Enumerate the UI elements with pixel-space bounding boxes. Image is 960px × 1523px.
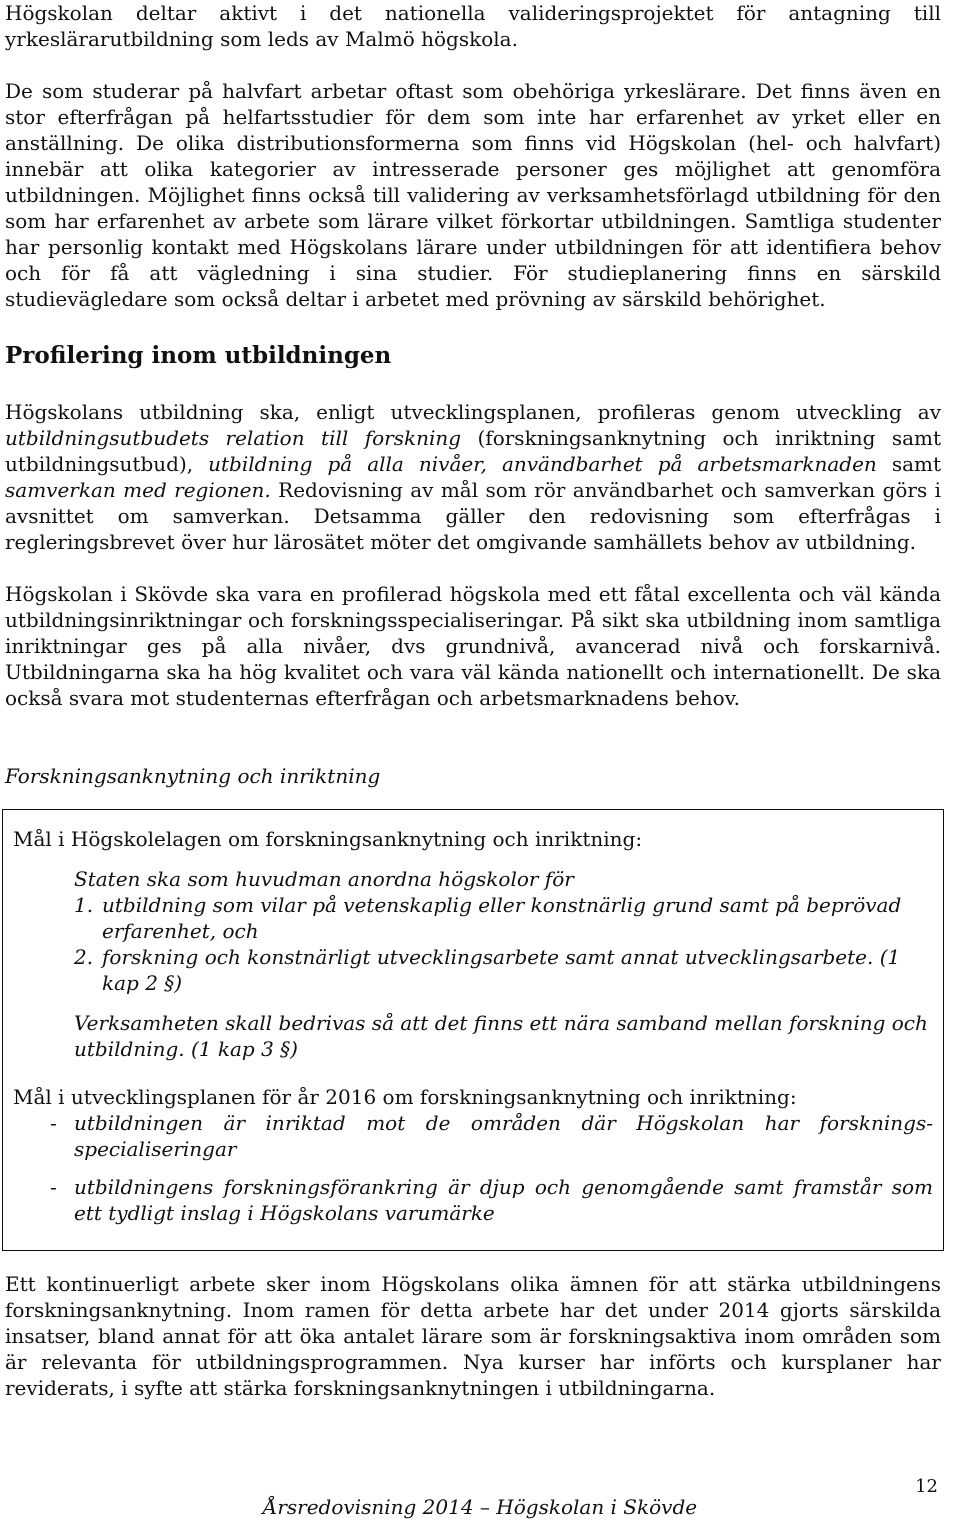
page-footer: Årsredovisning 2014 – Högskolan i Skövde	[262, 1495, 698, 1519]
goals-box	[2, 809, 944, 1251]
box-title-plan: Mål i utvecklingsplanen för år 2016 om forskningsanknytning och inriktning:	[13, 1085, 797, 1109]
law-note: Verksamheten skall bedrivas så att det finns ett nära samband mellan forskning och utbildning. (1 kap 3 §)	[74, 1011, 928, 1061]
paragraph-profiled-university: Högskolan i Skövde ska vara en profilerad högskola med ett fåtal excellenta och väl kända utbildningsinriktningar och forskningsspecialiseringar. På sikt ska utbildning inom samtliga inriktningar ges på alla nivåer, dvs grundnivå, avancerad nivå och forskarnivå. Utbildningarna ska ha hög kvalitet och vara väl kända nationellt och internationellt. De ska också svara mot studenternas efterfrågan och arbetsmarknadens behov.	[5, 582, 941, 710]
document-page	[5, 0, 941, 1401]
emphasis-region: samverkan med regionen.	[5, 478, 271, 502]
law-list-item: 2. forskning och konstnärligt utvecklingsarbete samt annat utvecklingsarbete. (1 kap 2 §)	[74, 945, 901, 995]
paragraph-research-connection: Ett kontinuerligt arbete sker inom Högskolans olika ämnen för att stärka utbildningens forskningsanknytning. Inom ramen för detta arbete har det under 2014 gjorts särskilda insatser, bland annat för att öka antalet lärare som är forskningsaktiva inom områden som är relevanta för utbildningsprogrammen. Nya kurser har införts och kursplaner har reviderats, i syfte att stärka forskningsanknytningen i utbildningarna.	[5, 1272, 941, 1400]
paragraph-profiling: Högskolans utbildning ska, enligt utvecklingsplanen, profileras genom utveckling av utbildningsutbudets relation till forskning (forskningsanknytning och inriktning samt utbildningsutbud), utbildning på alla nivåer, användbarhet på arbetsmarknaden samt samverkan med regionen. Redovisning av mål som rör användbarhet och samverkan görs i avsnittet om samverkan. Detsamma gäller den redovisning som efterfrågas i regleringsbrevet över hur lärosätet möter det omgivande samhällets behov av utbildning.	[5, 400, 942, 554]
page-number: 12	[915, 1476, 938, 1497]
law-intro: Staten ska som huvudman anordna högskolor för	[74, 867, 574, 891]
plan-list-item: - utbildningens forskningsförankring är djup och genomgående samt framstår som ett tydligt inslag i Högskolans varumärke	[50, 1175, 933, 1225]
section-heading: Profilering inom utbildningen	[5, 342, 392, 369]
emphasis-all-levels: utbildning på alla nivåer, användbarhet på arbetsmarknaden	[208, 452, 877, 476]
law-list-item: 1. utbildning som vilar på vetenskaplig eller konstnärlig grund samt på beprövad erfarenhet, och	[74, 893, 902, 943]
subsection-heading: Forskningsanknytning och inriktning	[5, 764, 381, 788]
paragraph-validation: Högskolan deltar aktivt i det nationella valideringsprojektet för antagning till yrkeslärarutbildning som leds av Malmö högskola.	[5, 1, 941, 51]
box-title-law: Mål i Högskolelagen om forskningsanknytning och inriktning:	[13, 827, 643, 851]
emphasis-research-relation: utbildningsutbudets relation till forskning	[5, 426, 462, 450]
plan-list	[13, 1110, 933, 1226]
law-list	[13, 892, 933, 996]
paragraph-part-time-students: De som studerar på halvfart arbetar oftast som obehöriga yrkeslärare. Det finns även en stor efterfrågan på helfartsstudier för dem som inte har erfarenhet av yrket eller en anställning. De olika distributionsformerna som finns vid Högskolan (hel- och halvfart) innebär att olika kategorier av intresserade personer ges möjlighet att genomföra utbildningen. Möjlighet finns också till validering av verksamhetsförlagd utbildning för den som har erfarenhet av arbete som lärare vilket förkortar utbildningen. Samtliga studenter har personlig kontakt med Högskolans lärare under utbildningen för att identifiera behov och för få att vägledning i sina studier. För studieplanering finns en särskild studievägledare som också deltar i arbetet med prövning av särskild behörighet.	[5, 79, 941, 311]
plan-list-item: - utbildningen är inriktad mot de områden där Högskolan har forsknings-specialiseringar	[50, 1111, 933, 1161]
